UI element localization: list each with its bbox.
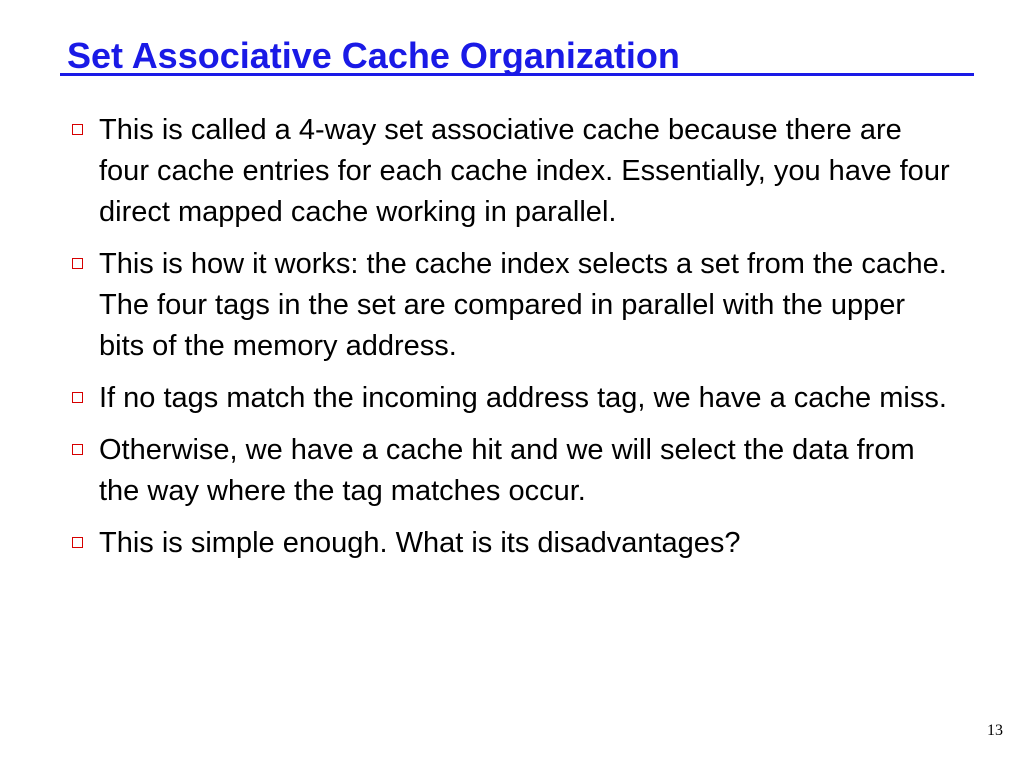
hollow-square-bullet-icon <box>72 392 83 403</box>
bullet-item <box>70 110 950 233</box>
slide-title: Set Associative Cache Organization <box>67 35 680 76</box>
bullet-text: Otherwise, we have a cache hit and we will select the data from the way where the tag matches occur. <box>99 434 915 507</box>
hollow-square-bullet-icon <box>72 444 83 455</box>
title-underline <box>60 73 974 76</box>
bullet-item <box>70 378 950 419</box>
bullet-item <box>70 430 950 512</box>
bullet-text: This is how it works: the cache index selects a set from the cache. The four tags in the set are compared in parallel with the upper bits of the memory address. <box>99 248 947 362</box>
bullet-list <box>70 110 950 575</box>
page-number: 13 <box>987 722 1003 739</box>
hollow-square-bullet-icon <box>72 124 83 135</box>
hollow-square-bullet-icon <box>72 537 83 548</box>
hollow-square-bullet-icon <box>72 258 83 269</box>
bullet-text: This is simple enough. What is its disadvantages? <box>99 527 741 559</box>
bullet-text: If no tags match the incoming address tag, we have a cache miss. <box>99 382 947 414</box>
bullet-item <box>70 523 950 564</box>
bullet-item <box>70 244 950 367</box>
bullet-text: This is called a 4-way set associative cache because there are four cache entries for each cache index. Essentially, you have four direct mapped cache working in parallel. <box>99 114 950 228</box>
